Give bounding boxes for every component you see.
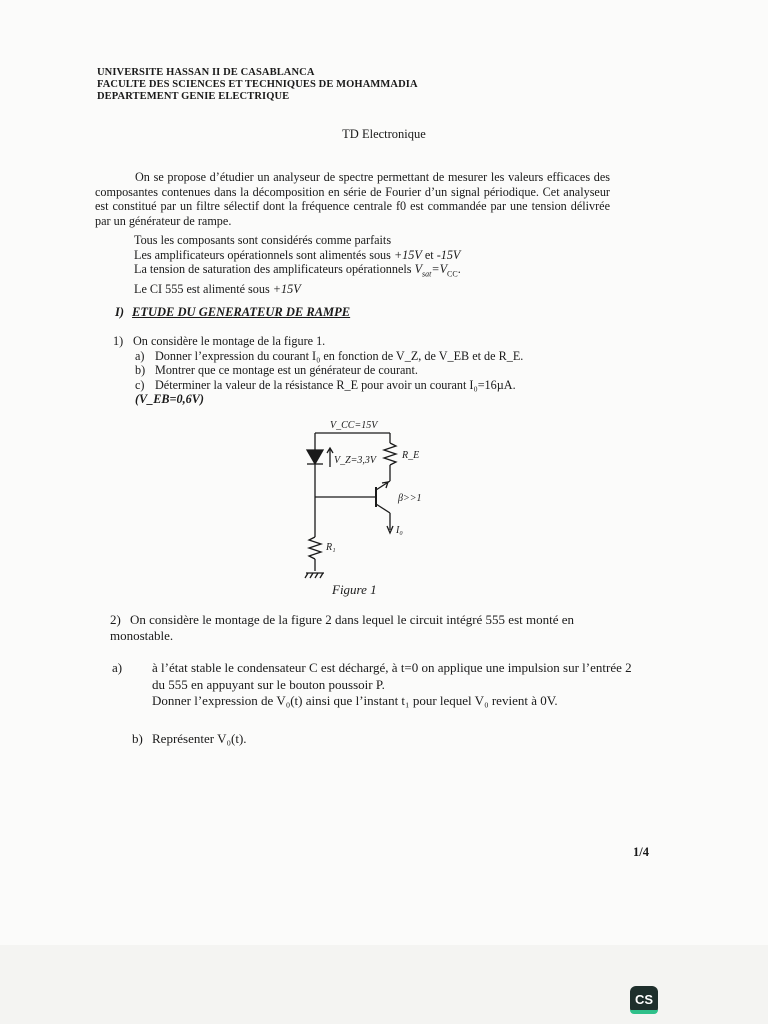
label-vcc: V_CC=15V — [330, 420, 378, 431]
label-i0: I₀ — [396, 525, 403, 536]
section-title: ETUDE DU GENERATEUR DE RAMPE — [132, 305, 351, 319]
hypothesis-2: Les amplificateurs opérationnels sont alimentés sous +15V et -15V — [134, 247, 461, 262]
hypothesis-3: La tension de saturation des amplificateurs opérationnels $V_{sat}=V_{CC}$. — [134, 262, 461, 279]
question-2a: a) à l’état stable le condensateur C est déchargé, à t=0 on applique une impulsion sur l’entrée 2 du 555 en appuyant sur le bouton poussoir P. Donner l’expression de V₀(t) ainsi que l’instant t₁ pour lequel V₀ revient à 0V. — [112, 660, 632, 708]
intro-text: On se propose d’étudier un analyseur de spectre permettant de mesurer les valeurs efficaces des composantes contenues dans la décomposition en série de Fourier d’un signal périodique. Cet analyseur est constitué par un filtre sélectif dont la fréquence centrale f0 est commandée par une tension délivrée par un générateur de rampe. — [95, 170, 610, 228]
question-2b: b) Représenter V₀(t). — [132, 731, 247, 746]
header-department: DEPARTEMENT GENIE ELECTRIQUE — [97, 91, 290, 102]
question-1a: a) Donner l’expression du courant I₀ en fonction de V_Z, de V_EB et de R_E. — [135, 348, 524, 363]
question-1-stem: 1) On considère le montage de la figure 1. — [113, 334, 326, 348]
header-faculty: FACULTE DES SCIENCES ET TECHNIQUES DE MOHAMMADIA — [97, 79, 418, 90]
label-vz: V_Z=3,3V — [334, 455, 377, 466]
question-2: 2) On considère le montage de la figure 2 dans lequel le circuit intégré 555 est monté en monostable. — [110, 612, 575, 643]
hypothesis-1: Tous les composants sont considérés comme parfaits — [134, 233, 392, 247]
figure-1-caption: Figure 1 — [332, 582, 377, 597]
institution-header — [97, 67, 418, 103]
section-heading — [115, 305, 350, 320]
camscanner-logo-icon: CS — [630, 986, 658, 1014]
question-1c: c) Déterminer la valeur de la résistance R_E pour avoir un courant I₀=16µA. — [135, 377, 516, 392]
figure-1-circuit — [290, 415, 460, 580]
page-number: 1/4 — [633, 845, 649, 859]
label-r1: R₁ — [326, 542, 336, 553]
label-re: R_E — [402, 450, 420, 461]
question-1b: b) Montrer que ce montage est un générateur de courant. — [135, 363, 418, 377]
label-beta: β>>1 — [398, 493, 422, 504]
hypotheses-list — [134, 233, 461, 297]
question-1c-cont: (V_EB=0,6V) — [135, 392, 204, 406]
section-number: I) — [115, 305, 125, 319]
intro-paragraph — [95, 170, 610, 228]
hypothesis-4: Le CI 555 est alimenté sous +15V — [134, 282, 301, 297]
document-title: TD Electronique — [342, 127, 426, 141]
question-1 — [113, 334, 623, 407]
header-university: UNIVERSITE HASSAN II DE CASABLANCA — [97, 67, 315, 78]
